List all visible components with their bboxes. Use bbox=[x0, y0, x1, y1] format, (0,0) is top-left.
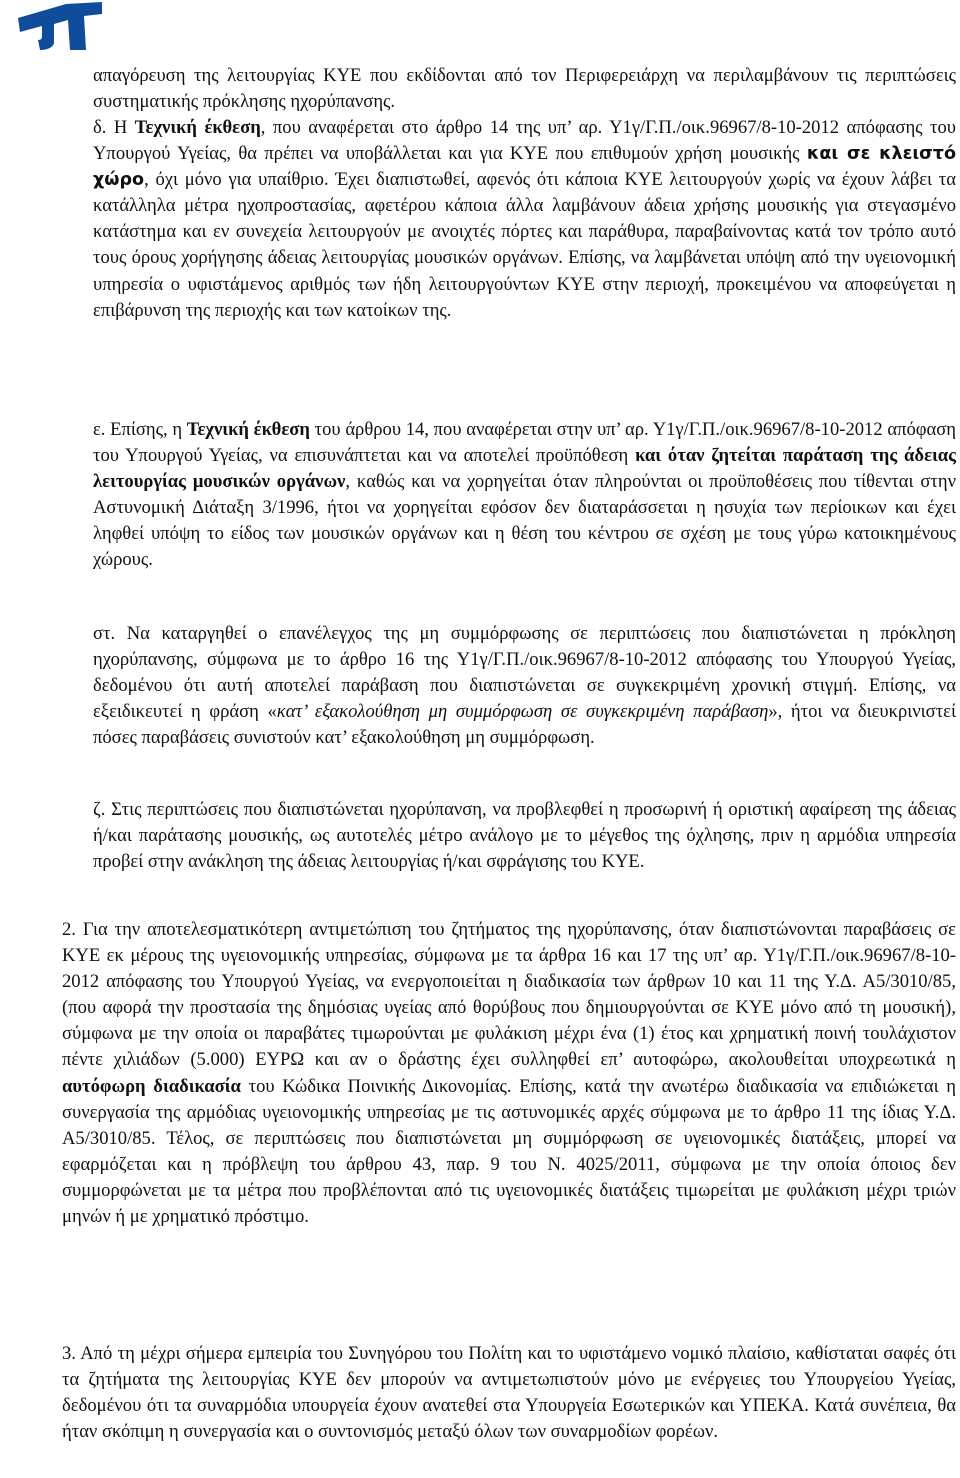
paragraph-3 bbox=[62, 1341, 956, 1445]
p3-text-1: 3. Από τη μέχρι σήμερα εμπειρία του Συνηγόρου του Πολίτη και το υφιστάμενο νομικό πλαίσιο, καθίσταται σαφές ότι τα ζητήματα της λειτουργίας ΚΥΕ δεν μπορούν να αντιμετωπιστούν μόνο με ενέργειες του Υπουργείου Υγείας, δεδομένου ότι τα συναρμόδια υπουργεία έχουν ανατεθεί στα Υπουργεία Εσωτερικών και ΥΠΕΚΑ. Κατά συνέπεια, θα ήταν σκόπιμη η συνεργασία και ο συντονισμός μεταξύ όλων των συναρμοδίων φορέων. bbox=[62, 1343, 956, 1443]
d-text-2: , που αναφέρεται στο άρθρο 14 της υπ’ αρ. Υ1γ/Γ.Π./οικ.96967/8-10-2012 απόφασης του Υπουργού Υγείας, θα πρέπει να υποβάλλεται και για ΚΥΕ που επιθυμούν χρήση μουσικής bbox=[93, 117, 956, 165]
st-italic-1: κατ’ εξακολούθηση μη συμμόρφωση σε συγκεκριμένη παράβαση bbox=[276, 701, 769, 723]
p2-bold-1: αυτόφωρη διαδικασία bbox=[62, 1075, 241, 1097]
e-text-3: , καθώς και να χορηγείται όταν πληρούνται οι προϋποθέσεις που τίθενται στην Αστυνομική Διάταξη 3/1996, ήτοι να χορηγείται εφόσον δεν διαταράσσεται η ησυχία των περίοικων και έχει ληφθεί υπόψη το είδος των μουσικών οργάνων και η θέση του κέντρου σε σχέση με τους γύρω κατοικημένους χώρους. bbox=[93, 471, 956, 571]
paragraph-intro bbox=[93, 63, 956, 115]
paragraph-z bbox=[93, 797, 956, 875]
e-text-1: ε. Επίσης, η bbox=[93, 419, 187, 440]
paragraph-e bbox=[93, 417, 956, 574]
p2-text-1: 2. Για την αποτελεσματικότερη αντιμετώπιση του ζητήματος της ηχορύπανσης, όταν διαπιστώνονται παραβάσεις σε ΚΥΕ εκ μέρους της υγειονομικής υπηρεσίας, σύμφωνα με τα άρθρα 16 και 17 της υπ’ αρ. Υ1γ/Γ.Π./οικ.96967/8-10-2012 απόφασης του Υπουργού Υγείας, να ενεργοποιείται η διαδικασία των άρθρων 10 και 11 της Υ.Δ. Α5/3010/85, (που αφορά την προστασία της δημόσιας υγείας από θορύβους που δημιουργούνται σε ΚΥΕ μόνο από τη μουσική), σύμφωνα με την οποία οι παραβάτες τιμωρούνται με φυλάκιση μέχρι ένα (1) έτος και χρηματική ποινή τουλάχιστον πέντε χιλιάδων (5.000) ΕΥΡΩ και αν ο δράστης έχει συλληφθεί επ’ αυτοφώρω, ακολουθείται υποχρεωτικά η bbox=[62, 919, 956, 1071]
e-bold-1: Τεχνική έκθεση bbox=[186, 419, 310, 440]
e-text-2: του άρθρου 14, που αναφέρεται στην υπ’ αρ. Υ1γ/Γ.Π./οικ.96967/8-10-2012 απόφαση του Υπουργού Υγείας, να επισυνάπτεται και να αποτελεί προϋπόθεση bbox=[93, 419, 956, 467]
z-text-1: ζ. Στις περιπτώσεις που διαπιστώνεται ηχορύπανση, να προβλεφθεί η προσωρινή ή οριστική αφαίρεση της άδειας ή/και παράτασης μουσικής, ως αυτοτελές μέτρο ανάλογο με το μέγεθος της όχλησης, πριν η αρμόδια υπηρεσία προβεί στην ανάκληση της άδειας λειτουργίας ή/και σφράγισης του ΚΥΕ. bbox=[93, 799, 956, 873]
d-text-1: δ. Η bbox=[93, 117, 135, 138]
p2-text-2: του Κώδικα Ποινικής Δικονομίας. Επίσης, κατά την ανωτέρω διαδικασία να επιδιώκεται η συνεργασία της αρμόδιας υγειονομικής υπηρεσίας με τις αστυνομικές αρχές σύμφωνα με το άρθρο 11 της ίδιας Υ.Δ. Α5/3010/85. Τέλος, σε περιπτώσεις που διαπιστώνεται μη συμμόρφωση σε υγειονομικές διατάξεις, μπορεί να εφαρμόζεται και η πρόβλεψη του άρθρου 43, παρ. 9 του Ν. 4025/2011, σύμφωνα με την οποία όποιος δεν συμμορφώνεται με τα μέτρα που προβλέπονται από τις υγειονομικές διατάξεις τιμωρείται με φυλάκιση μέχρι τριών μηνών ή με χρηματικό πρόστιμο. bbox=[62, 1075, 956, 1228]
e-bold-2: και όταν ζητείται παράταση της άδειας λειτουργίας μουσικών οργάνων bbox=[93, 445, 956, 493]
paragraph-st bbox=[93, 621, 956, 751]
paragraph-2 bbox=[62, 917, 956, 1230]
d-bold-1: Τεχνική έκθεση bbox=[134, 117, 261, 138]
st-text-2: », ήτοι να διευκρινιστεί πόσες παραβάσεις συνιστούν κατ’ εξακολούθηση μη συμμόρφωση. bbox=[93, 701, 956, 749]
intro-text: απαγόρευση της λειτουργίας ΚΥΕ που εκδίδονται από τον Περιφερειάρχη να περιλαμβάνουν τις περιπτώσεις συστηματικής πρόκλησης ηχορύπανσης. bbox=[93, 65, 956, 113]
d-text-3: , όχι μόνο για υπαίθριο. Έχει διαπιστωθεί, αφενός ότι κάποια ΚΥΕ λειτουργούν χωρίς να έχουν λάβει τα κατάλληλα μέτρα ηχοπροστασίας, αφετέρου κάποια άλλα λαμβάνουν άδεια χρήσης μουσικής για στεγασμένο κατάστημα και εν συνεχεία λειτουργούν με ανοιχτές πόρτες και παράθυρα, παραβαίνοντας κατά τον τρόπο αυτό τους όρους χορήγησης άδειας λειτουργίας μουσικών οργάνων. Επίσης, να λαμβάνεται υπόψη από την υγειονομική υπηρεσία ο υφιστάμενος αριθμός των ήδη λειτουργούντων ΚΥΕ στην περιοχή, προκειμένου να αποφεύγεται η επιβάρυνση της περιοχής και των κατοίκων της. bbox=[93, 169, 956, 321]
paragraph-d bbox=[93, 115, 956, 324]
st-text-1: στ. Να καταργηθεί ο επανέλεγχος της μη συμμόρφωσης σε περιπτώσεις που διαπιστώνεται η πρόκληση ηχορύπανσης, σύμφωνα με το άρθρο 16 της Υ1γ/Γ.Π./οικ.96967/8-10-2012 απόφασης του Υπουργού Υγείας, δεδομένου ότι αυτή αποτελεί παράβαση που διαπιστώνεται σε συγκεκριμένη χρονική στιγμή. Επίσης, να εξειδικευτεί η φράση « bbox=[93, 623, 956, 723]
d-bold-2: και σε κλειστό χώρο bbox=[93, 144, 956, 191]
